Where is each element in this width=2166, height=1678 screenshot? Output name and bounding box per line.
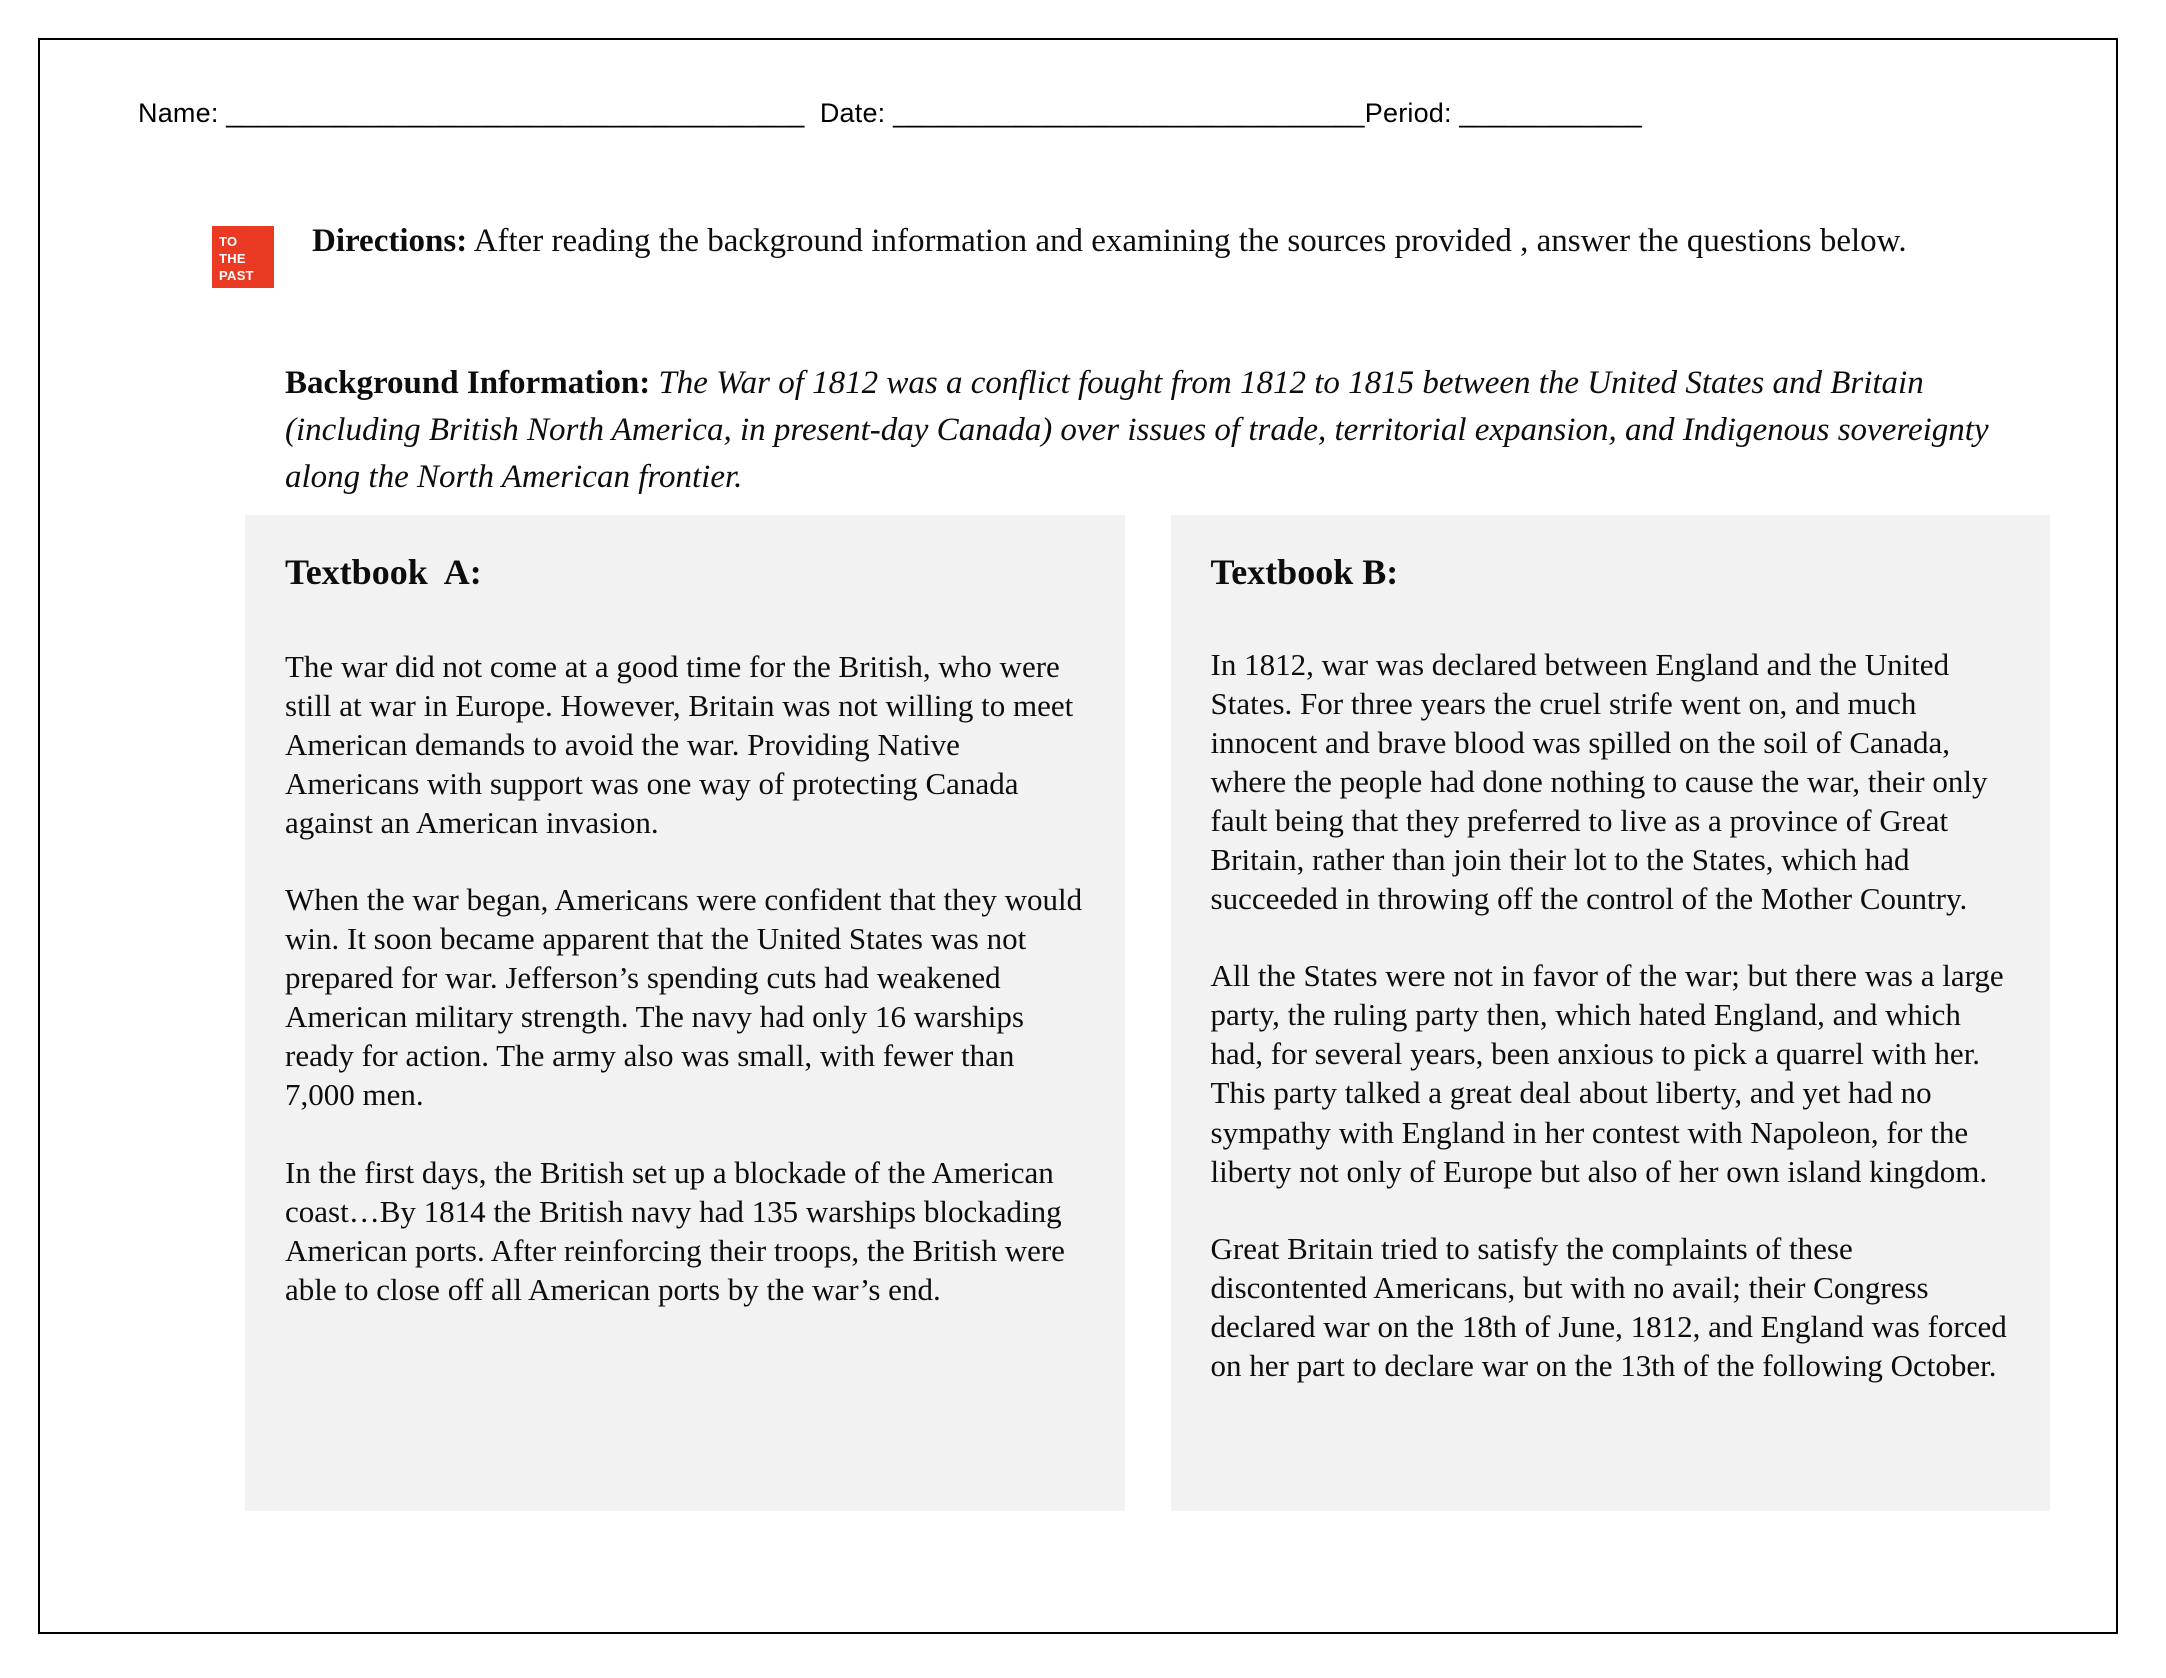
worksheet-page — [38, 38, 2118, 1634]
directions-label: Directions: — [312, 223, 468, 259]
textbook-b-panel — [1171, 515, 2051, 1511]
textbook-b-paragraph: In 1812, war was declared between England and the United States. For three years the cruel strife went on, and much innocent and brave blood was spilled on the soil of Canada, where the people had done nothing to cause the war, their only fault being that they preferred to live as a province of Great Britain, rather than join their lot to the States, which had succeeded in throwing off the control of the Mother Country. — [1210, 647, 1988, 917]
logo-line-3: PAST — [219, 268, 254, 283]
background-label: Background Information: — [285, 365, 651, 401]
logo-line-2: THE — [219, 251, 246, 266]
directions-text — [312, 220, 1907, 263]
textbook-a-title: Textbook A: — [285, 552, 482, 592]
textbook-b-title: Textbook B: — [1210, 552, 1399, 592]
directions-block — [212, 220, 2022, 288]
textbook-a-paragraph: When the war began, Americans were confident that they would win. It soon became apparent that the United States was not prepared for war. Jefferson’s spending cuts had weakened American military strength. The navy had only 16 warships ready for action. The army also was small, with fewer than 7,000 men. — [285, 882, 1083, 1113]
textbook-a-panel — [245, 515, 1125, 1511]
logo-line-1: TO — [219, 234, 238, 249]
textbook-b-paragraph: All the States were not in favor of the war; but there was a large party, the ruling party then, which hated England, and which had, for several years, been anxious to pick a quarrel with her. This party talked a great deal about liberty, and yet had no sympathy with England in her contest with Napoleon, for the liberty not only of Europe but also of her own island kingdom. — [1210, 958, 2004, 1189]
background-information-block — [285, 360, 1995, 501]
textbook-a-paragraph: The war did not come at a good time for the British, who were still at war in Europe. However, Britain was not willing to meet American demands to avoid the war. Providing Native Americans with support was one way of protecting Canada against an American invasion. — [285, 649, 1074, 841]
directions-body: After reading the background information and examining the sources provided , answer the questions below. — [467, 223, 1907, 259]
student-info-line: Name: ______________________________________ Date: _______________________________Period: ____________ — [138, 98, 1643, 128]
textbook-b-paragraph: Great Britain tried to satisfy the complaints of these discontented Americans, but with no avail; their Congress declared war on the 18th of June, 1812, and England was forced on her part to declare war on the 13th of the following October. — [1210, 1230, 2007, 1383]
to-the-past-logo-icon — [212, 226, 274, 288]
background-body: The War of 1812 was a conflict fought from 1812 to 1815 between the United States and Britain (including British North America, in present-day Canada) over issues of trade, territorial expansion, and Indigenous sovereignty along the North American frontier. — [285, 365, 1989, 495]
source-panels — [245, 515, 2050, 1511]
textbook-a-paragraph: In the first days, the British set up a blockade of the American coast…By 1814 the British navy had 135 warships blockading American ports. After reinforcing their troops, the British were able to close off all American ports by the war’s end. — [285, 1154, 1065, 1307]
